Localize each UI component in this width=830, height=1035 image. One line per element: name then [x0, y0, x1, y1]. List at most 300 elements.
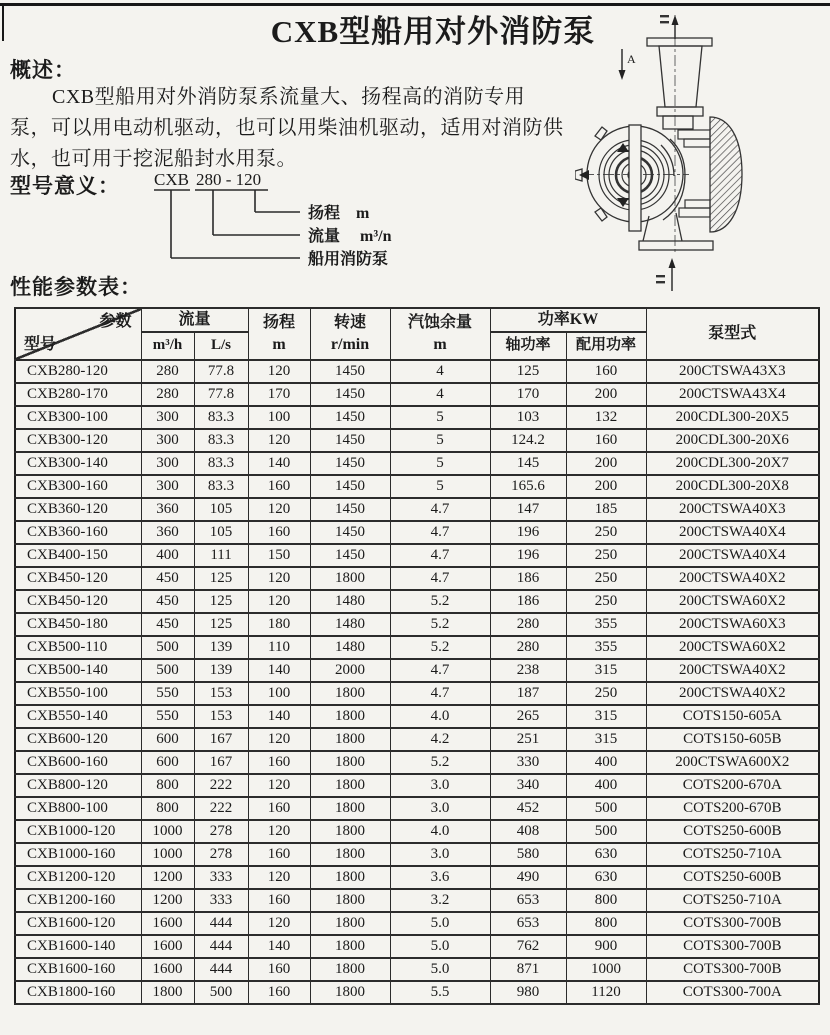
- rated-power-cell: 315: [566, 659, 646, 682]
- shaft-power-cell: 452: [490, 797, 566, 820]
- head-cell: 180: [248, 613, 310, 636]
- table-row: [15, 360, 819, 383]
- flow-ls-cell: 444: [194, 958, 248, 981]
- flow-ls-cell: 105: [194, 498, 248, 521]
- head-cell: 120: [248, 728, 310, 751]
- pump-type-cell: 200CTSWA40X4: [646, 544, 819, 567]
- table-row: [15, 498, 819, 521]
- shaft-power-cell: 187: [490, 682, 566, 705]
- corner-label-model: 型号: [24, 336, 57, 353]
- npsh-cell: 4.7: [390, 659, 490, 682]
- table-row: [15, 452, 819, 475]
- head-cell: 100: [248, 406, 310, 429]
- npsh-cell: 5.0: [390, 958, 490, 981]
- speed-cell: 1800: [310, 912, 390, 935]
- model-cell: CXB360-120: [15, 498, 141, 521]
- rated-power-cell: 500: [566, 797, 646, 820]
- flow-ls-cell: 83.3: [194, 475, 248, 498]
- npsh-cell: 4.7: [390, 544, 490, 567]
- pump-type-cell: COTS150-605B: [646, 728, 819, 751]
- inlet-arrow: [656, 258, 676, 291]
- table-row: [15, 521, 819, 544]
- flow-m3h-cell: 300: [141, 475, 194, 498]
- corner-label-parameters: 参数: [99, 313, 132, 330]
- head-cell: 160: [248, 521, 310, 544]
- speed-cell: 1800: [310, 958, 390, 981]
- model-cell: CXB1000-120: [15, 820, 141, 843]
- rated-power-cell: 1120: [566, 981, 646, 1004]
- flow-m3h-cell: 550: [141, 682, 194, 705]
- npsh-cell: 3.2: [390, 889, 490, 912]
- table-row: [15, 935, 819, 958]
- model-cell: CXB1200-160: [15, 889, 141, 912]
- shaft-power-cell: 147: [490, 498, 566, 521]
- table-row: [15, 475, 819, 498]
- pump-type-cell: 200CTSWA40X2: [646, 659, 819, 682]
- shaft-power-cell: 871: [490, 958, 566, 981]
- speed-cell: 1450: [310, 475, 390, 498]
- shaft-power-cell: 186: [490, 567, 566, 590]
- shaft-power-header: 轴功率: [490, 332, 566, 360]
- shaft-power-cell: 280: [490, 636, 566, 659]
- model-cell: CXB550-100: [15, 682, 141, 705]
- head-cell: 120: [248, 567, 310, 590]
- speed-cell: 1800: [310, 889, 390, 912]
- head-cell: 120: [248, 912, 310, 935]
- rated-power-cell: 355: [566, 636, 646, 659]
- speed-cell: 1800: [310, 751, 390, 774]
- flow-m3h-cell: 280: [141, 383, 194, 406]
- rated-power-cell: 250: [566, 521, 646, 544]
- pump-type-cell: 200CDL300-20X8: [646, 475, 819, 498]
- model-label-flow: 流量 m³/n: [308, 228, 392, 245]
- head-cell: 120: [248, 866, 310, 889]
- rated-power-cell: 250: [566, 567, 646, 590]
- table-row: [15, 958, 819, 981]
- speed-cell: 1800: [310, 728, 390, 751]
- model-cell: CXB1000-160: [15, 843, 141, 866]
- flow-ls-cell: 278: [194, 843, 248, 866]
- speed-cell: 1800: [310, 981, 390, 1004]
- flow-m3h-cell: 450: [141, 567, 194, 590]
- model-cell: CXB1800-160: [15, 981, 141, 1004]
- flow-ls-cell: 125: [194, 590, 248, 613]
- table-row: [15, 820, 819, 843]
- head-cell: 160: [248, 958, 310, 981]
- npsh-cell: 5: [390, 406, 490, 429]
- model-cell: CXB500-140: [15, 659, 141, 682]
- power-header: 功率KW: [490, 308, 646, 332]
- flow-m3h-cell: 800: [141, 774, 194, 797]
- npsh-header: [390, 308, 490, 360]
- head-cell: 120: [248, 498, 310, 521]
- speed-cell: 1450: [310, 429, 390, 452]
- shaft-power-cell: 490: [490, 866, 566, 889]
- npsh-cell: 3.0: [390, 774, 490, 797]
- discharge-horn: [647, 38, 712, 129]
- shaft-power-cell: 280: [490, 613, 566, 636]
- model-code-prefix: CXB: [154, 170, 189, 189]
- model-cell: CXB600-160: [15, 751, 141, 774]
- pump-type-cell: 200CTSWA40X2: [646, 567, 819, 590]
- shaft-power-cell: 265: [490, 705, 566, 728]
- flow-ls-cell: 167: [194, 751, 248, 774]
- shaft-power-cell: 340: [490, 774, 566, 797]
- shaft-power-cell: 145: [490, 452, 566, 475]
- flow-m3h-cell: 1800: [141, 981, 194, 1004]
- flow-m3h-cell: 1600: [141, 912, 194, 935]
- model-meaning-diagram: [138, 166, 478, 274]
- npsh-cell: 5.0: [390, 935, 490, 958]
- flow-m3h-cell: 360: [141, 521, 194, 544]
- overview-paragraph: CXB型船用对外消防泵系流量大、扬程高的消防专用泵，可以用电动机驱动，也可以用柴油机驱动，适用对消防供水，也可用于挖泥船封水用泵。: [10, 86, 564, 170]
- rated-power-cell: 200: [566, 475, 646, 498]
- head-cell: 160: [248, 981, 310, 1004]
- shaft-power-cell: 330: [490, 751, 566, 774]
- model-code-numbers: 280 - 120: [196, 170, 262, 189]
- table-row: [15, 751, 819, 774]
- pump-type-cell: COTS300-700B: [646, 912, 819, 935]
- npsh-cell: 4.0: [390, 705, 490, 728]
- table-row: [15, 728, 819, 751]
- speed-cell: 1450: [310, 544, 390, 567]
- npsh-cell: 5: [390, 452, 490, 475]
- speed-cell: 1800: [310, 567, 390, 590]
- rated-power-cell: 250: [566, 544, 646, 567]
- npsh-unit: m: [433, 335, 447, 353]
- pump-type-cell: COTS250-710A: [646, 889, 819, 912]
- flow-ls-cell: 105: [194, 521, 248, 544]
- pump-type-cell: COTS200-670B: [646, 797, 819, 820]
- table-row: [15, 429, 819, 452]
- rated-power-cell: 315: [566, 728, 646, 751]
- flow-ls-cell: 222: [194, 797, 248, 820]
- pump-type-cell: COTS300-700B: [646, 958, 819, 981]
- rated-power-cell: 200: [566, 383, 646, 406]
- pump-type-cell: COTS150-605A: [646, 705, 819, 728]
- rated-power-cell: 250: [566, 590, 646, 613]
- npsh-cell: 3.0: [390, 797, 490, 820]
- rated-power-cell: 160: [566, 429, 646, 452]
- flow-m3h-cell: 280: [141, 360, 194, 383]
- rated-power-cell: 355: [566, 613, 646, 636]
- flow-ls-cell: 83.3: [194, 452, 248, 475]
- suction-duct: [639, 213, 713, 250]
- model-cell: CXB450-180: [15, 613, 141, 636]
- speed-cell: 1800: [310, 682, 390, 705]
- view-a-label: A: [627, 52, 636, 66]
- table-row: [15, 912, 819, 935]
- head-unit: m: [272, 335, 286, 353]
- speed-cell: 1800: [310, 843, 390, 866]
- speed-cell: 1800: [310, 935, 390, 958]
- model-meaning-heading: 型号意义：: [10, 174, 120, 198]
- head-label: 扬程: [263, 314, 296, 332]
- head-cell: 140: [248, 935, 310, 958]
- npsh-cell: 5.2: [390, 636, 490, 659]
- model-cell: CXB1600-160: [15, 958, 141, 981]
- flow-m3h-cell: 500: [141, 659, 194, 682]
- table-row: [15, 774, 819, 797]
- flow-m3h-cell: 1600: [141, 958, 194, 981]
- flow-ls-cell: 222: [194, 774, 248, 797]
- rated-power-cell: 900: [566, 935, 646, 958]
- performance-table: [14, 307, 820, 1005]
- pump-type-cell: 200CTSWA40X3: [646, 498, 819, 521]
- npsh-cell: 4.7: [390, 521, 490, 544]
- model-cell: CXB450-120: [15, 567, 141, 590]
- flow-m3h-cell: 300: [141, 429, 194, 452]
- table-body: [15, 360, 819, 1004]
- shaft-power-cell: 653: [490, 889, 566, 912]
- flow-m3h-cell: 800: [141, 797, 194, 820]
- shaft-power-cell: 196: [490, 521, 566, 544]
- shaft-power-cell: 238: [490, 659, 566, 682]
- rated-power-header: 配用功率: [566, 332, 646, 360]
- model-cell: CXB400-150: [15, 544, 141, 567]
- head-cell: 100: [248, 682, 310, 705]
- flow-m3h-cell: 600: [141, 751, 194, 774]
- flow-ls-cell: 125: [194, 613, 248, 636]
- flow-m3h-cell: 1600: [141, 935, 194, 958]
- table-row: [15, 797, 819, 820]
- model-cell: CXB1600-140: [15, 935, 141, 958]
- model-cell: CXB300-140: [15, 452, 141, 475]
- head-cell: 120: [248, 429, 310, 452]
- flow-m3h-cell: 300: [141, 406, 194, 429]
- rated-power-cell: 630: [566, 866, 646, 889]
- flow-ls-cell: 139: [194, 659, 248, 682]
- npsh-cell: 4.7: [390, 567, 490, 590]
- speed-cell: 1480: [310, 590, 390, 613]
- head-cell: 160: [248, 751, 310, 774]
- flow-ls-cell: 333: [194, 866, 248, 889]
- speed-cell: 1450: [310, 452, 390, 475]
- npsh-cell: 4.0: [390, 820, 490, 843]
- flow-m3h-cell: 1200: [141, 866, 194, 889]
- speed-cell: 1480: [310, 636, 390, 659]
- table-row: [15, 383, 819, 406]
- npsh-cell: 4: [390, 383, 490, 406]
- npsh-cell: 5.2: [390, 751, 490, 774]
- flow-ls-cell: 83.3: [194, 406, 248, 429]
- model-cell: CXB550-140: [15, 705, 141, 728]
- shaft-power-cell: 124.2: [490, 429, 566, 452]
- shaft-power-cell: 125: [490, 360, 566, 383]
- pump-type-cell: 200CTSWA40X2: [646, 682, 819, 705]
- speed-unit: r/min: [330, 335, 370, 353]
- view-a-arrow: [619, 49, 626, 80]
- table-row: [15, 843, 819, 866]
- model-cell: CXB1200-120: [15, 866, 141, 889]
- pump-type-cell: 200CDL300-20X7: [646, 452, 819, 475]
- npsh-cell: 4: [390, 360, 490, 383]
- model-cell: CXB300-120: [15, 429, 141, 452]
- outlet-arrow: [660, 15, 679, 39]
- flow-ls-cell: 153: [194, 682, 248, 705]
- speed-cell: 1800: [310, 705, 390, 728]
- model-label-pump: 船用消防泵: [308, 251, 389, 268]
- npsh-label: 汽蚀余量: [408, 314, 473, 332]
- table-row: [15, 705, 819, 728]
- model-cell: CXB800-100: [15, 797, 141, 820]
- pump-type-cell: COTS300-700B: [646, 935, 819, 958]
- speed-cell: 1450: [310, 406, 390, 429]
- flow-ls-cell: 278: [194, 820, 248, 843]
- head-cell: 170: [248, 383, 310, 406]
- flow-ls-cell: 500: [194, 981, 248, 1004]
- head-cell: 120: [248, 774, 310, 797]
- rated-power-cell: 500: [566, 820, 646, 843]
- table-row: [15, 567, 819, 590]
- rated-power-cell: 800: [566, 912, 646, 935]
- npsh-cell: 5: [390, 429, 490, 452]
- model-cell: CXB600-120: [15, 728, 141, 751]
- rated-power-cell: 1000: [566, 958, 646, 981]
- shaft-power-cell: 251: [490, 728, 566, 751]
- flow-ls-cell: 153: [194, 705, 248, 728]
- model-cell: CXB300-160: [15, 475, 141, 498]
- shaft-power-cell: 186: [490, 590, 566, 613]
- model-cell: CXB500-110: [15, 636, 141, 659]
- pump-type-cell: 200CTSWA40X4: [646, 521, 819, 544]
- overview-heading: 概述：: [10, 58, 76, 82]
- pump-type-cell: COTS200-670A: [646, 774, 819, 797]
- flow-ls-cell: 77.8: [194, 360, 248, 383]
- head-cell: 140: [248, 452, 310, 475]
- head-cell: 140: [248, 705, 310, 728]
- pump-type-cell: COTS300-700A: [646, 981, 819, 1004]
- pump-type-header: 泵型式: [646, 308, 819, 360]
- pump-type-cell: 200CDL300-20X5: [646, 406, 819, 429]
- motor-dome: [710, 117, 742, 232]
- head-cell: 110: [248, 636, 310, 659]
- shaft-power-cell: 196: [490, 544, 566, 567]
- flow-ls-cell: 444: [194, 912, 248, 935]
- head-cell: 120: [248, 590, 310, 613]
- flow-header: 流量: [141, 308, 248, 332]
- speed-cell: 1800: [310, 866, 390, 889]
- shaft-power-cell: 762: [490, 935, 566, 958]
- performance-table-heading: 性能参数表：: [10, 275, 142, 299]
- npsh-cell: 5.2: [390, 590, 490, 613]
- rated-power-cell: 630: [566, 843, 646, 866]
- page-title: CXB型船用对外消防泵: [270, 14, 596, 49]
- flow-m3h-cell: 500: [141, 636, 194, 659]
- speed-cell: 1480: [310, 613, 390, 636]
- npsh-cell: 5.2: [390, 613, 490, 636]
- speed-cell: 1800: [310, 797, 390, 820]
- rated-power-cell: 800: [566, 889, 646, 912]
- rated-power-cell: 160: [566, 360, 646, 383]
- flow-m3h-cell: 300: [141, 452, 194, 475]
- shaft-power-cell: 653: [490, 912, 566, 935]
- table-row: [15, 866, 819, 889]
- model-cell: CXB800-120: [15, 774, 141, 797]
- head-cell: 150: [248, 544, 310, 567]
- table-row: [15, 659, 819, 682]
- speed-cell: 1800: [310, 774, 390, 797]
- npsh-cell: 5: [390, 475, 490, 498]
- flow-ls-cell: 77.8: [194, 383, 248, 406]
- flow-ls-cell: 444: [194, 935, 248, 958]
- head-cell: 120: [248, 820, 310, 843]
- head-cell: 140: [248, 659, 310, 682]
- rated-power-cell: 400: [566, 774, 646, 797]
- npsh-cell: 5.0: [390, 912, 490, 935]
- shaft-power-cell: 165.6: [490, 475, 566, 498]
- head-cell: 160: [248, 797, 310, 820]
- model-cell: CXB280-120: [15, 360, 141, 383]
- flow-ls-cell: 83.3: [194, 429, 248, 452]
- table-row: [15, 406, 819, 429]
- rated-power-cell: 185: [566, 498, 646, 521]
- flow-unit-m3h: m³/h: [141, 332, 194, 360]
- model-cell: CXB1600-120: [15, 912, 141, 935]
- table-row: [15, 590, 819, 613]
- rated-power-cell: 200: [566, 452, 646, 475]
- npsh-cell: 5.5: [390, 981, 490, 1004]
- table-row: [15, 613, 819, 636]
- shaft-power-cell: 580: [490, 843, 566, 866]
- speed-cell: 2000: [310, 659, 390, 682]
- npsh-cell: 4.7: [390, 498, 490, 521]
- head-cell: 120: [248, 360, 310, 383]
- table-row: [15, 636, 819, 659]
- speed-cell: 1450: [310, 360, 390, 383]
- flow-m3h-cell: 1200: [141, 889, 194, 912]
- pump-type-cell: 200CDL300-20X6: [646, 429, 819, 452]
- head-header: [248, 308, 310, 360]
- shaft-power-cell: 103: [490, 406, 566, 429]
- flow-m3h-cell: 450: [141, 613, 194, 636]
- table-row: [15, 981, 819, 1004]
- speed-header: [310, 308, 390, 360]
- speed-cell: 1450: [310, 383, 390, 406]
- model-cell: CXB280-170: [15, 383, 141, 406]
- rated-power-cell: 250: [566, 682, 646, 705]
- speed-label: 转速: [334, 314, 367, 332]
- pump-technical-drawing: [575, 3, 825, 295]
- corner-header-cell: [15, 308, 141, 360]
- pump-type-cell: 200CTSWA43X4: [646, 383, 819, 406]
- npsh-cell: 3.0: [390, 843, 490, 866]
- head-cell: 160: [248, 889, 310, 912]
- flow-m3h-cell: 1000: [141, 843, 194, 866]
- pump-type-cell: 200CTSWA60X2: [646, 636, 819, 659]
- npsh-cell: 4.2: [390, 728, 490, 751]
- flow-ls-cell: 139: [194, 636, 248, 659]
- flow-m3h-cell: 1000: [141, 820, 194, 843]
- table-row: [15, 682, 819, 705]
- shaft-power-cell: 408: [490, 820, 566, 843]
- table-row: [15, 544, 819, 567]
- head-cell: 160: [248, 843, 310, 866]
- shaft-power-cell: 980: [490, 981, 566, 1004]
- flow-ls-cell: 333: [194, 889, 248, 912]
- flow-ls-cell: 125: [194, 567, 248, 590]
- head-cell: 160: [248, 475, 310, 498]
- pump-type-cell: 200CTSWA60X2: [646, 590, 819, 613]
- flow-m3h-cell: 360: [141, 498, 194, 521]
- rated-power-cell: 400: [566, 751, 646, 774]
- npsh-cell: 3.6: [390, 866, 490, 889]
- shaft-power-cell: 170: [490, 383, 566, 406]
- model-cell: CXB300-100: [15, 406, 141, 429]
- pump-type-cell: 200CTSWA600X2: [646, 751, 819, 774]
- pump-type-cell: 200CTSWA43X3: [646, 360, 819, 383]
- npsh-cell: 4.7: [390, 682, 490, 705]
